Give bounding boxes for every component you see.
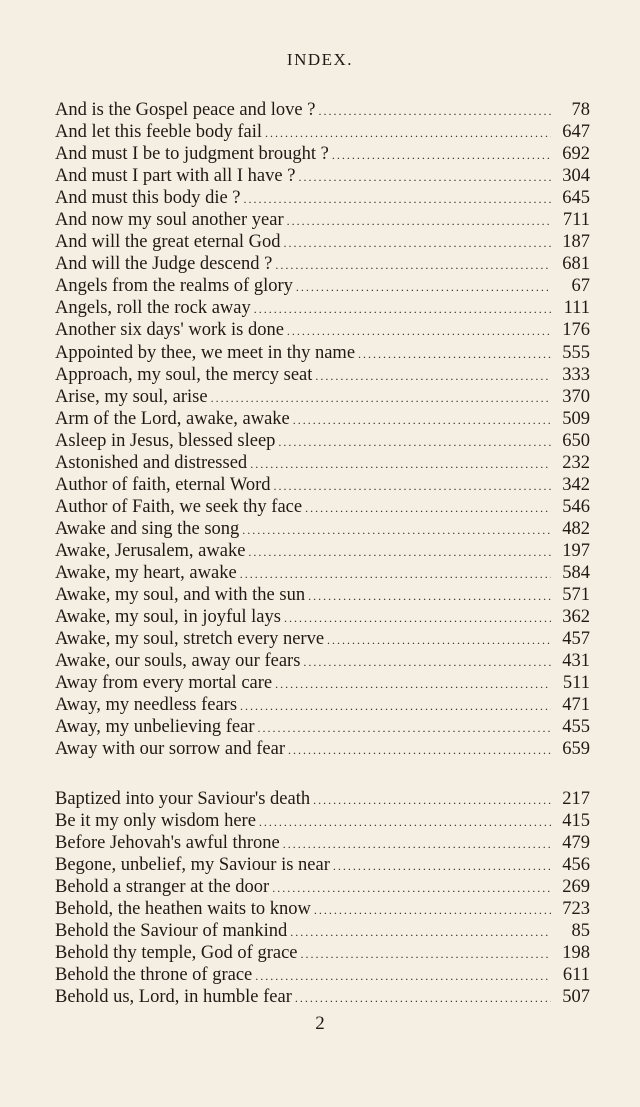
entry-first-line: Behold a stranger at the door	[55, 877, 270, 898]
index-entry	[55, 738, 590, 760]
entry-first-line: Author of Faith, we seek thy face	[55, 496, 303, 517]
entry-first-line: And will the Judge descend ?	[55, 254, 273, 275]
entry-page-number: 645	[562, 188, 590, 209]
entry-page-number: 431	[562, 651, 590, 672]
index-entry	[55, 650, 590, 672]
index-entry	[55, 854, 590, 876]
index-entry	[55, 562, 590, 584]
dot-leader	[284, 232, 551, 253]
entry-page-number: 455	[562, 717, 590, 738]
entry-first-line: Appointed by thee, we meet in thy name	[55, 342, 356, 363]
entry-first-line: Angels from the realms of glory	[55, 276, 293, 297]
entry-first-line: Awake, my heart, awake	[55, 562, 237, 583]
dot-leader	[305, 497, 551, 518]
index-entry	[55, 99, 590, 121]
entry-page-number: 571	[562, 585, 590, 606]
index-entry	[55, 452, 590, 474]
entry-page-number: 111	[563, 298, 590, 319]
dot-leader	[293, 409, 551, 430]
index-entry	[55, 788, 590, 810]
dot-leader	[296, 276, 551, 297]
entry-page-number: 471	[562, 695, 590, 716]
entry-page-number: 176	[562, 320, 590, 341]
index-entry	[55, 474, 590, 496]
index-entry	[55, 876, 590, 898]
dot-leader	[287, 210, 551, 231]
entry-first-line: Before Jehovah's awful throne	[55, 833, 280, 854]
dot-leader	[333, 855, 551, 876]
entry-first-line: Author of faith, eternal Word	[55, 474, 271, 495]
index-entry	[55, 165, 590, 187]
entry-page-number: 507	[562, 987, 590, 1008]
index-entry	[55, 319, 590, 341]
dot-leader	[211, 387, 551, 408]
dot-leader	[240, 695, 551, 716]
entry-first-line: Away, my unbelieving fear	[55, 717, 255, 738]
entry-first-line: Away with our sorrow and fear	[55, 739, 285, 760]
index-entry	[55, 920, 590, 942]
entry-first-line: Behold, the heathen waits to know	[55, 899, 311, 920]
entry-first-line: And is the Gospel peace and love ?	[55, 100, 316, 120]
index-entry	[55, 518, 590, 540]
dot-leader	[240, 563, 551, 584]
dot-leader	[273, 475, 551, 496]
index-entry	[55, 628, 590, 650]
dot-leader	[250, 453, 551, 474]
entry-page-number: 479	[562, 833, 590, 854]
entry-page-number: 723	[562, 899, 590, 920]
entry-first-line: Asleep in Jesus, blessed sleep	[55, 430, 276, 451]
entry-page-number: 232	[562, 452, 590, 473]
index-entry	[55, 942, 590, 964]
index-entry	[55, 694, 590, 716]
dot-leader	[259, 811, 551, 832]
entry-page-number: 78	[571, 100, 590, 120]
dot-leader	[315, 365, 551, 386]
entry-first-line: And now my soul another year	[55, 210, 284, 231]
dot-leader	[308, 585, 551, 606]
entry-page-number: 659	[562, 739, 590, 760]
dot-leader	[283, 833, 551, 854]
entry-first-line: Approach, my soul, the mercy seat	[55, 364, 313, 385]
entry-page-number: 362	[562, 607, 590, 628]
index-entry	[55, 540, 590, 562]
entry-first-line: Awake, Jerusalem, awake	[55, 540, 246, 561]
entry-first-line: Behold us, Lord, in humble fear	[55, 987, 292, 1008]
entry-page-number: 269	[562, 877, 590, 898]
entry-page-number: 342	[562, 474, 590, 495]
entry-page-number: 482	[562, 518, 590, 539]
entry-first-line: Baptized into your Saviour's death	[55, 789, 311, 809]
entry-page-number: 584	[562, 562, 590, 583]
index-entry	[55, 364, 590, 386]
dot-leader	[301, 943, 552, 964]
dot-leader	[254, 298, 551, 319]
index-entry	[55, 187, 590, 209]
dot-leader	[318, 100, 551, 121]
index-entry	[55, 430, 590, 452]
dot-leader	[314, 899, 551, 920]
dot-leader	[303, 651, 551, 672]
dot-leader	[278, 431, 551, 452]
entry-page-number: 415	[562, 811, 590, 832]
entry-first-line: Astonished and distressed	[55, 452, 248, 473]
dot-leader	[248, 541, 551, 562]
index-entry	[55, 964, 590, 986]
dot-leader	[258, 717, 551, 738]
entry-page-number: 67	[571, 276, 590, 297]
index-entry	[55, 496, 590, 518]
entry-page-number: 197	[562, 540, 590, 561]
dot-leader	[287, 320, 551, 341]
entry-page-number: 85	[571, 921, 590, 942]
entry-first-line: And will the great eternal God	[55, 232, 281, 253]
index-entry	[55, 898, 590, 920]
index-entry	[55, 386, 590, 408]
entry-page-number: 333	[562, 364, 590, 385]
entry-page-number: 511	[562, 673, 590, 694]
index-entry	[55, 584, 590, 606]
entry-first-line: Away from every mortal care	[55, 673, 273, 694]
entry-first-line: Another six days' work is done	[55, 320, 284, 341]
entry-page-number: 198	[562, 943, 590, 964]
dot-leader	[275, 254, 551, 275]
dot-leader	[295, 987, 551, 1008]
entry-first-line: Begone, unbelief, my Saviour is near	[55, 855, 330, 876]
entry-page-number: 456	[562, 855, 590, 876]
entry-page-number: 304	[562, 166, 590, 187]
page-number: 2	[315, 1013, 325, 1034]
entry-first-line: Awake, my soul, stretch every nerve	[55, 629, 325, 650]
index-entry	[55, 297, 590, 319]
entry-first-line: Awake, my soul, and with the sun	[55, 585, 306, 606]
entry-first-line: Away, my needless fears	[55, 695, 238, 716]
entry-first-line: Behold the Saviour of mankind	[55, 921, 288, 942]
dot-leader	[265, 122, 551, 143]
entry-page-number: 692	[562, 144, 590, 165]
entry-first-line: Behold the throne of grace	[55, 965, 253, 986]
entry-page-number: 681	[562, 254, 590, 275]
entry-page-number: 650	[562, 430, 590, 451]
dot-leader	[313, 789, 551, 810]
dot-leader	[255, 965, 551, 986]
dot-leader	[275, 673, 551, 694]
entry-page-number: 187	[562, 232, 590, 253]
dot-leader	[244, 188, 551, 209]
entry-first-line: Awake and sing the song	[55, 518, 240, 539]
index-entry	[55, 231, 590, 253]
dot-leader	[284, 607, 551, 628]
index-entry	[55, 121, 590, 143]
index-entry	[55, 606, 590, 628]
index-entry	[55, 143, 590, 165]
entry-first-line: And let this feeble body fail	[55, 122, 263, 143]
page-title: INDEX.	[286, 50, 354, 69]
entry-first-line: Arise, my soul, arise	[55, 386, 208, 407]
entry-first-line: Angels, roll the rock away	[55, 298, 251, 319]
dot-leader	[298, 166, 551, 187]
entry-first-line: And must I part with all I have ?	[55, 166, 296, 187]
entry-page-number: 711	[562, 210, 590, 231]
entry-page-number: 370	[562, 386, 590, 407]
entry-page-number: 509	[562, 408, 590, 429]
entry-first-line: And must this body die ?	[55, 188, 241, 209]
index-entry	[55, 209, 590, 231]
entry-first-line: Arm of the Lord, awake, awake	[55, 408, 290, 429]
index-list-a	[55, 99, 590, 760]
index-entry	[55, 716, 590, 738]
entry-page-number: 647	[562, 122, 590, 143]
dot-leader	[242, 519, 551, 540]
index-entry	[55, 672, 590, 694]
index-entry	[55, 986, 590, 1008]
dot-leader	[272, 877, 551, 898]
entry-page-number: 611	[562, 965, 590, 986]
index-entry	[55, 832, 590, 854]
dot-leader	[290, 921, 551, 942]
dot-leader	[358, 343, 551, 364]
entry-first-line: Behold thy temple, God of grace	[55, 943, 298, 964]
entry-first-line: Awake, our souls, away our fears	[55, 651, 301, 672]
entry-first-line: Awake, my soul, in joyful lays	[55, 607, 281, 628]
entry-page-number: 217	[562, 789, 590, 809]
index-entry	[55, 342, 590, 364]
entry-page-number: 555	[562, 342, 590, 363]
dot-leader	[327, 629, 551, 650]
index-entry	[55, 275, 590, 297]
index-entry	[55, 253, 590, 275]
entry-first-line: Be it my only wisdom here	[55, 811, 256, 832]
entry-page-number: 546	[562, 496, 590, 517]
index-entry	[55, 408, 590, 430]
entry-page-number: 457	[562, 629, 590, 650]
dot-leader	[332, 144, 551, 165]
index-list-b	[55, 788, 590, 1008]
entry-first-line: And must I be to judgment brought ?	[55, 144, 329, 165]
dot-leader	[288, 739, 551, 760]
index-entry	[55, 810, 590, 832]
